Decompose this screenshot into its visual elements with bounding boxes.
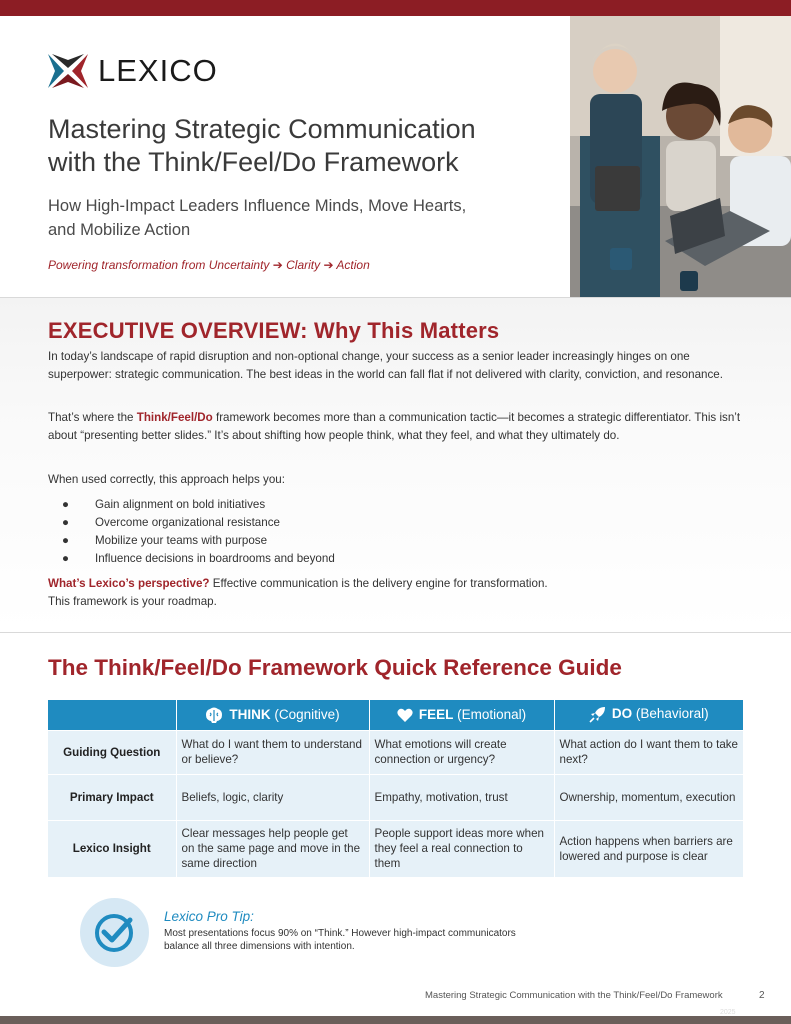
- heart-icon: [397, 708, 413, 723]
- header-do-rest: (Behavioral): [632, 706, 709, 722]
- footer-text: Mastering Strategic Communication with the Think/Feel/Do Framework: [425, 990, 723, 1001]
- para2-highlight: Think/Feel/Do: [136, 411, 213, 424]
- benefit-list: [48, 496, 648, 568]
- list-item: [48, 532, 648, 550]
- bullet-icon: ●: [62, 498, 70, 511]
- table-row: [48, 774, 743, 820]
- list-item-text: Gain alignment on bold initiatives: [95, 498, 266, 511]
- row-label: Guiding Question: [48, 730, 176, 774]
- bottom-accent-bar: [0, 1016, 791, 1024]
- bullet-icon: ●: [62, 552, 70, 565]
- table-row: [48, 820, 743, 877]
- header-feel-bold: FEEL: [418, 706, 454, 722]
- perspective-label: What’s Lexico’s perspective?: [48, 577, 210, 590]
- table-cell: What emotions will create connection or urgency?: [369, 730, 554, 774]
- list-item: [48, 550, 648, 568]
- header-do: [554, 700, 743, 730]
- header-think-bold: THINK: [229, 706, 271, 722]
- row-label: Primary Impact: [48, 774, 176, 820]
- list-item-text: Overcome organizational resistance: [95, 516, 280, 529]
- lexico-logo: [48, 54, 218, 88]
- pro-tip-title: Lexico Pro Tip:: [164, 909, 254, 924]
- bullet-icon: ●: [62, 534, 70, 547]
- list-item: [48, 496, 648, 514]
- table-cell: Empathy, motivation, trust: [369, 774, 554, 820]
- table-cell: What do I want them to understand or believe?: [176, 730, 369, 774]
- lexico-logo-icon: [48, 54, 88, 88]
- table-cell: Action happens when barriers are lowered and purpose is clear: [554, 820, 743, 877]
- overview-paragraph-1: In today’s landscape of rapid disruption and non-optional change, your success as a senior leader increasingly hinges on one superpower: strategic communication. The best ideas in the world can fall flat if not delivered with clarity, conviction, and resonance.: [48, 350, 723, 381]
- overview-heading: EXECUTIVE OVERVIEW: Why This Matters: [48, 318, 500, 343]
- subtitle-line-1: How High-Impact Leaders Influence Minds, Move Hearts,: [48, 197, 467, 215]
- header-feel-rest: (Emotional): [453, 706, 527, 722]
- footer-year: 2025: [720, 1009, 736, 1016]
- bullet-icon: ●: [62, 516, 70, 529]
- table-cell: What action do I want them to take next?: [554, 730, 743, 774]
- pro-tip-badge: [80, 898, 149, 967]
- header-feel: [369, 700, 554, 730]
- perspective-paragraph: [48, 575, 748, 611]
- overview-paragraph-2: [48, 409, 748, 445]
- header-think: [176, 700, 369, 730]
- table-cell: Clear messages help people get on the same page and move in the same direction: [176, 820, 369, 877]
- meeting-photo: [570, 16, 791, 297]
- title-line-2: with the Think/Feel/Do Framework: [48, 147, 459, 177]
- list-item: [48, 514, 648, 532]
- guide-heading: The Think/Feel/Do Framework Quick Reference Guide: [48, 655, 622, 680]
- row-label: Lexico Insight: [48, 820, 176, 877]
- logo-wordmark: LEXICO: [98, 53, 218, 88]
- top-accent-bar: [0, 0, 791, 16]
- perspective-line-2: This framework is your roadmap.: [48, 595, 217, 608]
- page-subtitle: [48, 194, 548, 242]
- meeting-photo-illustration: [570, 16, 791, 297]
- list-item-text: Mobilize your teams with purpose: [95, 534, 268, 547]
- tagline: Powering transformation from Uncertainty ➔ Clarity ➔ Action: [48, 258, 370, 272]
- title-line-1: Mastering Strategic Communication: [48, 114, 476, 144]
- framework-table: [48, 700, 743, 877]
- subtitle-line-2: and Mobilize Action: [48, 221, 191, 239]
- perspective-text: Effective communication is the delivery engine for transformation.: [209, 577, 548, 590]
- page-number: 2: [759, 990, 765, 1001]
- pro-tip-body: Most presentations focus 90% on “Think.” However high-impact communicators balance all three dimensions with intention.: [164, 928, 516, 952]
- table-cell: People support ideas more when they feel a real connection to them: [369, 820, 554, 877]
- header-think-rest: (Cognitive): [270, 706, 340, 722]
- rocket-icon: [589, 706, 606, 723]
- overview-paragraph-3: When used correctly, this approach helps you:: [48, 473, 285, 486]
- table-cell: Beliefs, logic, clarity: [176, 774, 369, 820]
- brain-icon: [205, 707, 223, 723]
- header-do-bold: DO: [611, 706, 633, 722]
- checkmark-circle-icon: [80, 898, 149, 967]
- para2-text-after: framework becomes more than a communication tactic—it becomes a strategic differentiator. This isn’t about “presenting better slides.” It’s about shifting how people think, what they feel, and what they ultimately do.: [48, 411, 741, 442]
- para2-text-before: That’s where the: [48, 411, 137, 424]
- table-row: [48, 730, 743, 774]
- table-header-row: [48, 700, 743, 730]
- table-cell: Ownership, momentum, execution: [554, 774, 743, 820]
- list-item-text: Influence decisions in boardrooms and beyond: [95, 552, 335, 565]
- page-title: [48, 113, 568, 179]
- header-empty: [48, 700, 176, 730]
